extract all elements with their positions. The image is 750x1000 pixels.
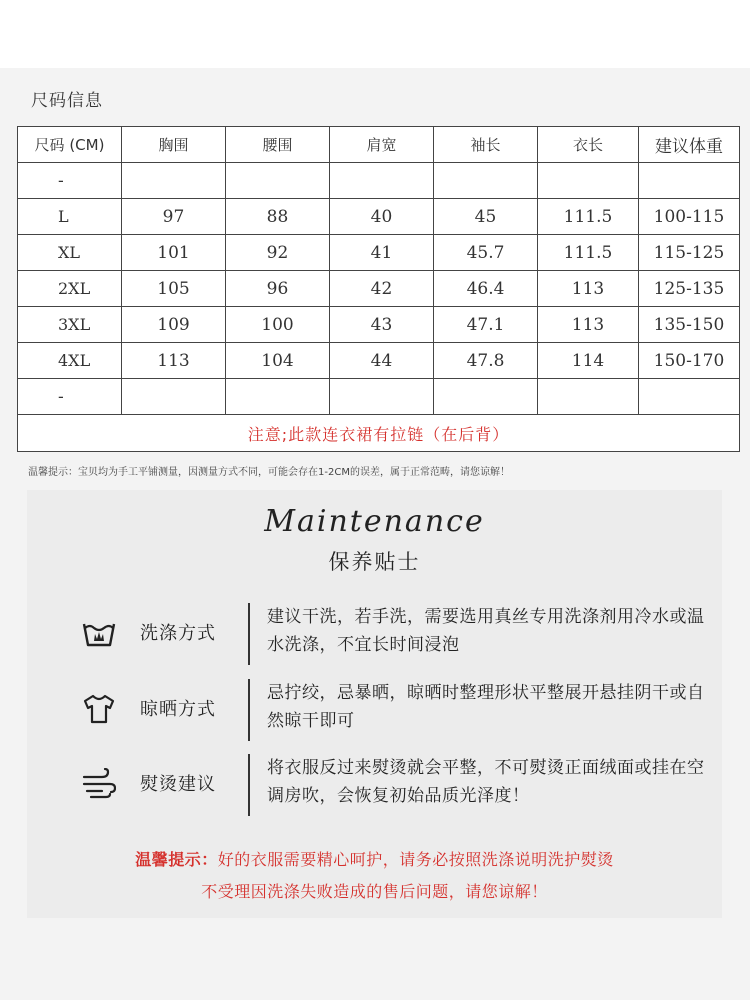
top-band	[0, 0, 750, 68]
header-waist: 腰围	[226, 127, 330, 163]
table-cell: 88	[226, 199, 330, 235]
table-row	[18, 235, 740, 271]
table-cell: 45	[434, 199, 538, 235]
care-item-washing	[27, 603, 722, 673]
table-cell: 41	[330, 235, 434, 271]
table-cell: 113	[538, 271, 639, 307]
header-shoulder: 肩宽	[330, 127, 434, 163]
table-cell: -	[18, 163, 122, 199]
maintenance-heading: Maintenance	[264, 504, 485, 539]
table-row	[18, 199, 740, 235]
care-item-drying	[27, 679, 722, 749]
header-size: 尺码 (CM)	[18, 127, 122, 163]
table-cell: 111.5	[538, 235, 639, 271]
tshirt-icon	[82, 693, 116, 725]
table-cell: 3XL	[18, 307, 122, 343]
measurement-tip: 温馨提示：宝贝均为手工平铺测量，因测量方式不同，可能会存在1-2CM的误差，属于正常范畴，请您谅解！	[28, 467, 510, 478]
table-cell: 97	[122, 199, 226, 235]
table-cell: 109	[122, 307, 226, 343]
header-length: 衣长	[538, 127, 639, 163]
divider	[248, 754, 250, 816]
table-cell: 92	[226, 235, 330, 271]
table-notice-row	[18, 415, 740, 452]
table-cell: 135-150	[639, 307, 740, 343]
table-cell: 100-115	[639, 199, 740, 235]
header-sleeve: 袖长	[434, 127, 538, 163]
care-description: 忌拧绞，忌暴晒，晾晒时整理形状平整展开悬挂阴干或自然晾干即可	[267, 683, 705, 731]
care-item-ironing	[27, 754, 722, 824]
care-label: 晾晒方式	[140, 699, 216, 720]
table-cell: 44	[330, 343, 434, 379]
table-row	[18, 379, 740, 415]
table-cell	[538, 163, 639, 199]
care-label: 熨烫建议	[140, 774, 216, 795]
table-cell: 150-170	[639, 343, 740, 379]
table-row	[18, 343, 740, 379]
table-cell: 96	[226, 271, 330, 307]
table-cell	[639, 379, 740, 415]
table-cell: 42	[330, 271, 434, 307]
table-cell: 43	[330, 307, 434, 343]
table-cell	[226, 379, 330, 415]
table-cell: 40	[330, 199, 434, 235]
table-cell	[330, 379, 434, 415]
table-cell	[434, 379, 538, 415]
table-cell: XL	[18, 235, 122, 271]
care-description: 将衣服反过来熨烫就会平整，不可熨烫正面绒面或挂在空调房吹，会恢复初始品质光泽度！	[267, 758, 705, 806]
table-cell	[434, 163, 538, 199]
table-cell	[122, 163, 226, 199]
table-cell: 115-125	[639, 235, 740, 271]
zipper-notice: 注意;此款连衣裙有拉链（在后背）	[18, 415, 740, 452]
table-cell: 4XL	[18, 343, 122, 379]
wash-icon	[82, 617, 116, 649]
warm-tip-line-1	[27, 845, 722, 875]
table-cell: 105	[122, 271, 226, 307]
size-info-title: 尺码信息	[31, 91, 103, 111]
table-row	[18, 163, 740, 199]
table-cell: 111.5	[538, 199, 639, 235]
size-table	[17, 126, 740, 452]
care-description: 建议干洗，若手洗，需要选用真丝专用洗涤剂用冷水或温水洗涤，不宜长时间浸泡	[267, 607, 705, 655]
maintenance-subheading: 保养贴士	[328, 550, 421, 574]
table-cell: 114	[538, 343, 639, 379]
header-weight: 建议体重	[639, 127, 740, 163]
table-cell: 100	[226, 307, 330, 343]
table-cell: 104	[226, 343, 330, 379]
table-cell: 113	[122, 343, 226, 379]
maintenance-panel	[27, 490, 722, 918]
table-cell: L	[18, 199, 122, 235]
table-row	[18, 307, 740, 343]
table-header-row	[18, 127, 740, 163]
table-cell: 46.4	[434, 271, 538, 307]
table-cell: 47.8	[434, 343, 538, 379]
table-cell	[538, 379, 639, 415]
header-chest: 胸围	[122, 127, 226, 163]
table-cell	[330, 163, 434, 199]
table-cell: 45.7	[434, 235, 538, 271]
care-label: 洗涤方式	[140, 623, 216, 644]
table-cell	[122, 379, 226, 415]
table-cell: 101	[122, 235, 226, 271]
steam-icon	[82, 768, 116, 800]
warm-tip-line-2: 不受理因洗涤失败造成的售后问题，请您谅解！	[201, 882, 548, 901]
warm-tip-text: 好的衣服需要精心呵护，请务必按照洗涤说明洗护熨烫	[217, 850, 614, 869]
warm-tip-label: 温馨提示：	[135, 850, 218, 869]
table-cell	[639, 163, 740, 199]
divider	[248, 603, 250, 665]
table-row	[18, 271, 740, 307]
table-cell: -	[18, 379, 122, 415]
table-cell: 47.1	[434, 307, 538, 343]
table-cell: 125-135	[639, 271, 740, 307]
table-cell	[226, 163, 330, 199]
table-cell: 113	[538, 307, 639, 343]
divider	[248, 679, 250, 741]
table-cell: 2XL	[18, 271, 122, 307]
